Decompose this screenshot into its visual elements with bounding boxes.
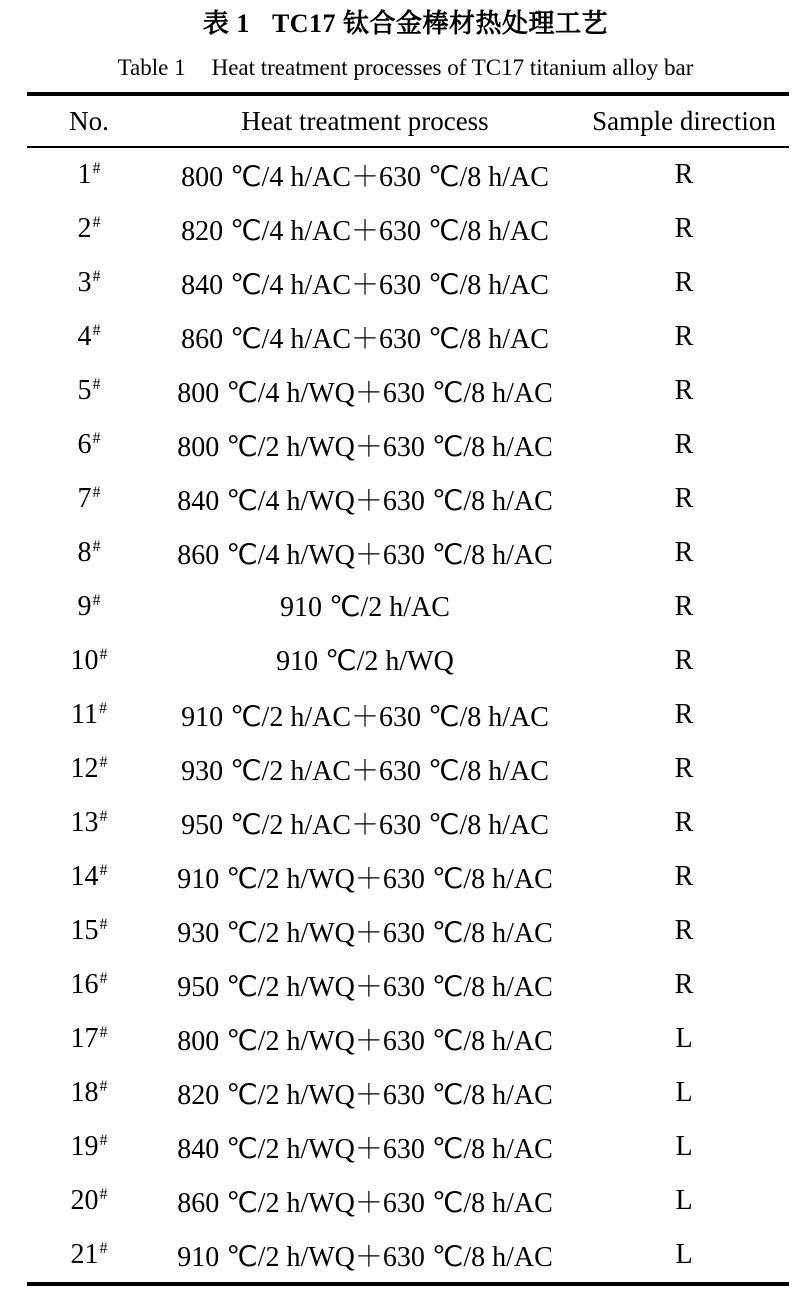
table-row (27, 580, 789, 634)
row-direction: R (674, 807, 694, 838)
row-number-cell (27, 1066, 151, 1120)
row-number: 1 (77, 159, 92, 190)
row-direction: R (674, 267, 694, 298)
row-process: 800 ℃/2 h/WQ＋630 ℃/8 h/AC (177, 432, 553, 463)
row-number-cell (27, 688, 151, 742)
table-header (27, 94, 789, 147)
row-number-suffix: # (92, 483, 101, 501)
row-process: 950 ℃/2 h/AC＋630 ℃/8 h/AC (181, 810, 549, 841)
row-number: 5 (77, 375, 92, 406)
row-number-cell (27, 580, 151, 634)
row-number-suffix: # (92, 321, 101, 339)
row-number-cell (27, 147, 151, 202)
table-row (27, 688, 789, 742)
row-process: 930 ℃/2 h/AC＋630 ℃/8 h/AC (181, 756, 549, 787)
row-number-suffix: # (92, 537, 101, 555)
row-number-cell (27, 1120, 151, 1174)
row-number-suffix: # (99, 1239, 108, 1257)
table-row (27, 1066, 789, 1120)
table-row (27, 904, 789, 958)
table-row (27, 850, 789, 904)
row-number: 19 (70, 1131, 99, 1162)
row-direction: L (675, 1185, 693, 1216)
table-caption-english-text: Heat treatment processes of TC17 titanium alloy bar (211, 55, 694, 80)
row-number: 12 (70, 753, 99, 784)
table-row (27, 147, 789, 202)
row-process: 840 ℃/2 h/WQ＋630 ℃/8 h/AC (177, 1134, 553, 1165)
row-number-suffix: # (99, 1185, 108, 1203)
row-number-cell (27, 418, 151, 472)
table-row (27, 1012, 789, 1066)
row-number-suffix: # (92, 375, 101, 393)
row-process: 910 ℃/2 h/AC＋630 ℃/8 h/AC (181, 702, 549, 733)
row-number-suffix: # (99, 807, 108, 825)
row-number-cell (27, 310, 151, 364)
table-caption-english-label: Table 1 (117, 55, 186, 80)
row-number: 7 (77, 483, 92, 514)
row-number-cell (27, 1012, 151, 1066)
row-direction: R (674, 699, 694, 730)
row-process: 840 ℃/4 h/WQ＋630 ℃/8 h/AC (177, 486, 553, 517)
row-process: 820 ℃/2 h/WQ＋630 ℃/8 h/AC (177, 1080, 553, 1111)
table-caption-english (0, 53, 811, 83)
row-number: 2 (77, 213, 92, 244)
table-row (27, 202, 789, 256)
table-row (27, 634, 789, 688)
row-number-suffix: # (99, 645, 108, 663)
table-body (27, 147, 789, 1284)
table-row (27, 256, 789, 310)
table-row (27, 958, 789, 1012)
heat-treatment-table (27, 92, 789, 1286)
row-number-cell (27, 526, 151, 580)
table-caption-chinese-text: TC17 钛合金棒材热处理工艺 (271, 9, 609, 38)
row-number: 4 (77, 321, 92, 352)
row-direction: R (674, 591, 694, 622)
table-row (27, 1174, 789, 1228)
row-process: 930 ℃/2 h/WQ＋630 ℃/8 h/AC (177, 918, 553, 949)
row-process: 860 ℃/4 h/WQ＋630 ℃/8 h/AC (177, 540, 553, 571)
table-caption-chinese-label: 表 1 (202, 9, 250, 38)
row-process: 800 ℃/4 h/AC＋630 ℃/8 h/AC (181, 162, 549, 193)
row-direction: L (675, 1239, 693, 1270)
row-number-cell (27, 850, 151, 904)
row-number-cell (27, 904, 151, 958)
table-row (27, 1228, 789, 1284)
row-direction: R (674, 645, 694, 676)
row-number-suffix: # (99, 861, 108, 879)
row-number: 13 (70, 807, 99, 838)
row-direction: R (674, 375, 694, 406)
row-direction: L (675, 1077, 693, 1108)
row-direction: R (674, 915, 694, 946)
header-direction: Sample direction (579, 94, 789, 147)
row-number-suffix: # (92, 267, 101, 285)
row-process: 840 ℃/4 h/AC＋630 ℃/8 h/AC (181, 270, 549, 301)
row-number: 14 (70, 861, 99, 892)
row-number: 9 (77, 591, 92, 622)
row-number-cell (27, 634, 151, 688)
row-number: 3 (77, 267, 92, 298)
table-row (27, 310, 789, 364)
row-number: 18 (70, 1077, 99, 1108)
row-number: 15 (70, 915, 99, 946)
table-row (27, 796, 789, 850)
row-number: 21 (70, 1239, 99, 1270)
row-direction: R (674, 753, 694, 784)
row-number-suffix: # (99, 969, 108, 987)
row-direction: R (674, 321, 694, 352)
row-direction: R (674, 861, 694, 892)
row-number-suffix: # (99, 1023, 108, 1041)
row-direction: R (674, 483, 694, 514)
row-direction: R (674, 213, 694, 244)
table-caption-chinese (0, 8, 811, 40)
row-number-suffix: # (92, 591, 101, 609)
row-direction: R (674, 537, 694, 568)
row-number-cell (27, 1174, 151, 1228)
header-no: No. (27, 94, 151, 147)
row-process: 800 ℃/4 h/WQ＋630 ℃/8 h/AC (177, 378, 553, 409)
row-number-suffix: # (98, 699, 107, 717)
row-number: 8 (77, 537, 92, 568)
row-number-cell (27, 364, 151, 418)
row-process: 800 ℃/2 h/WQ＋630 ℃/8 h/AC (177, 1026, 553, 1057)
row-number-suffix: # (99, 1077, 108, 1095)
row-number-suffix: # (99, 753, 108, 771)
row-number: 6 (77, 429, 92, 460)
row-direction: L (675, 1023, 693, 1054)
row-process: 910 ℃/2 h/WQ＋630 ℃/8 h/AC (177, 864, 553, 895)
row-direction: R (674, 969, 694, 1000)
row-direction: R (674, 159, 694, 190)
row-process: 950 ℃/2 h/WQ＋630 ℃/8 h/AC (177, 972, 553, 1003)
table-row (27, 1120, 789, 1174)
table-row (27, 472, 789, 526)
row-process: 860 ℃/4 h/AC＋630 ℃/8 h/AC (181, 324, 549, 355)
row-number: 16 (70, 969, 99, 1000)
row-number: 11 (71, 699, 98, 730)
row-direction: L (675, 1131, 693, 1162)
row-number: 10 (70, 645, 99, 676)
row-process: 820 ℃/4 h/AC＋630 ℃/8 h/AC (181, 216, 549, 247)
row-process: 910 ℃/2 h/AC (280, 592, 450, 623)
header-process: Heat treatment process (151, 94, 579, 147)
row-number-suffix: # (99, 1131, 108, 1149)
table-row (27, 742, 789, 796)
row-number-cell (27, 1228, 151, 1284)
table-row (27, 526, 789, 580)
row-number-suffix: # (92, 429, 101, 447)
row-direction: R (674, 429, 694, 460)
row-process: 910 ℃/2 h/WQ＋630 ℃/8 h/AC (177, 1242, 553, 1273)
table-row (27, 364, 789, 418)
row-number-suffix: # (99, 915, 108, 933)
row-process: 860 ℃/2 h/WQ＋630 ℃/8 h/AC (177, 1188, 553, 1219)
row-number-cell (27, 796, 151, 850)
row-process: 910 ℃/2 h/WQ (276, 646, 454, 677)
row-number-cell (27, 742, 151, 796)
row-number-cell (27, 472, 151, 526)
table-row (27, 418, 789, 472)
row-number-cell (27, 202, 151, 256)
row-number: 17 (70, 1023, 99, 1054)
row-number-suffix: # (92, 213, 101, 231)
row-number-cell (27, 256, 151, 310)
row-number-suffix: # (92, 159, 101, 177)
table-header-row (27, 94, 789, 147)
row-number-cell (27, 958, 151, 1012)
row-number: 20 (70, 1185, 99, 1216)
